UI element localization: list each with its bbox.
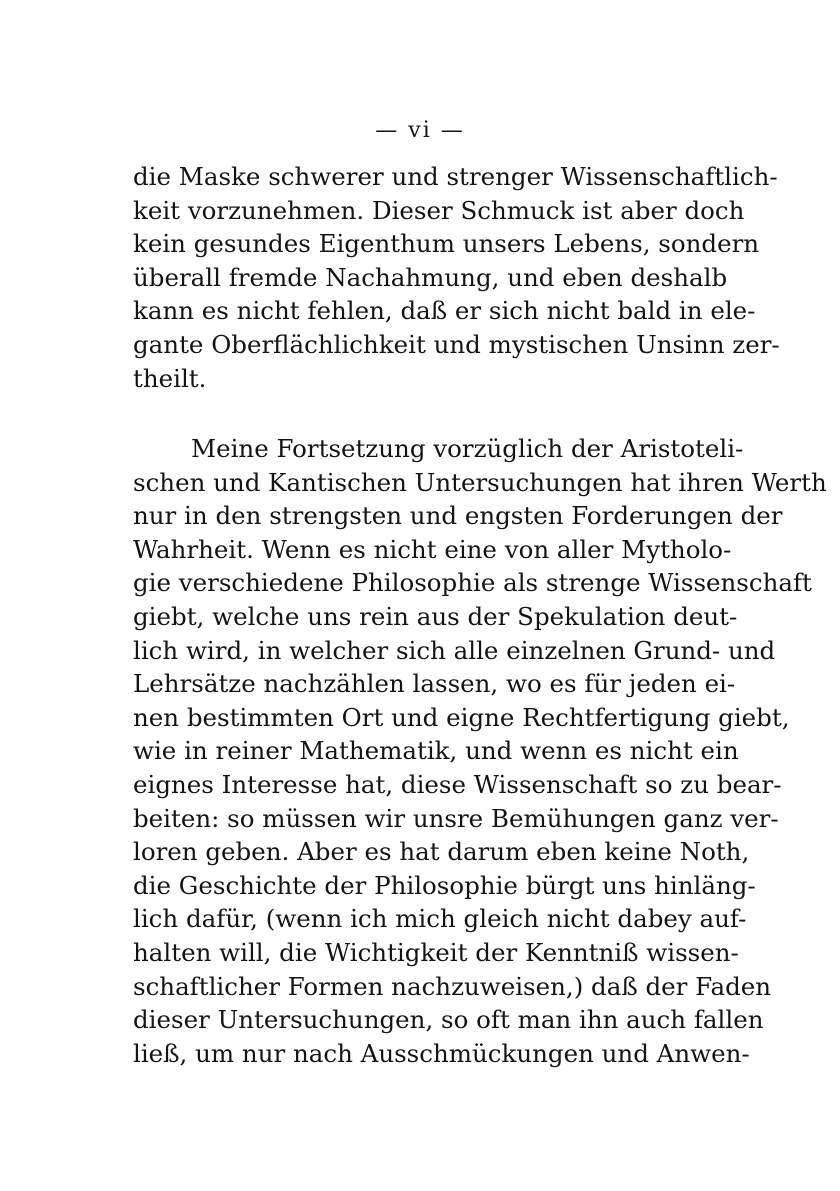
text-line: Lehrsätze nachzählen lassen, wo es für jeden ei- [133, 669, 736, 699]
text-line: überall fremde Nachahmung, und eben deshalb [133, 262, 728, 292]
text-line: dieser Untersuchungen, so oft man ihn auch fallen [133, 1005, 764, 1035]
text-line: giebt, welche uns rein aus der Spekulation deut- [133, 601, 738, 631]
text-line: eignes Interesse hat, diese Wissenschaft so zu bear- [133, 769, 782, 799]
text-line: wie in reiner Mathematik, und wenn es nicht ein [133, 736, 739, 766]
text-line: lich wird, in welcher sich alle einzelnen Grund- und [133, 635, 776, 665]
text-line: schen und Kantischen Untersuchungen hat ihren Werth [133, 467, 827, 497]
text-line: gie verschiedene Philosophie als strenge Wissenschaft [133, 568, 812, 598]
text-line: die Maske schwerer und strenger Wissenschaftlich- [133, 162, 778, 191]
text-line: theilt. [133, 363, 207, 393]
text-line: schaftlicher Formen nachzuweisen,) daß der Faden [133, 971, 772, 1001]
text-line: Wahrheit. Wenn es nicht eine von aller Mytholo- [133, 534, 732, 564]
paragraph-1 [133, 160, 780, 395]
text-line: gante Oberflächlichkeit und mystischen Unsinn zer- [133, 329, 780, 359]
text-line: nen bestimmten Ort und eigne Rechtfertigung giebt, [133, 702, 790, 732]
text-line: die Geschichte der Philosophie bürgt uns hinläng- [133, 870, 756, 900]
text-line: Meine Fortsetzung vorzüglich der Aristoteli- [191, 434, 744, 463]
paragraph-2 [133, 432, 827, 1070]
text-line: halten will, die Wichtigkeit der Kenntniß wissen- [133, 937, 739, 967]
text-line: keit vorzunehmen. Dieser Schmuck ist aber doch [133, 195, 745, 225]
text-line: ließ, um nur nach Ausschmückungen und Anwen- [133, 1038, 750, 1068]
text-line: lich dafür, (wenn ich mich gleich nicht dabey auf- [133, 904, 747, 934]
page-number-header: — vi — [375, 118, 465, 143]
text-line: nur in den strengsten und engsten Forderungen der [133, 501, 783, 531]
text-line: loren geben. Aber es hat darum eben keine Noth, [133, 837, 750, 867]
text-line: beiten: so müssen wir unsre Bemühungen ganz ver- [133, 803, 779, 833]
text-line: kein gesundes Eigenthum unsers Lebens, sondern [133, 229, 760, 259]
text-line: kann es nicht fehlen, daß er sich nicht bald in ele- [133, 296, 756, 326]
